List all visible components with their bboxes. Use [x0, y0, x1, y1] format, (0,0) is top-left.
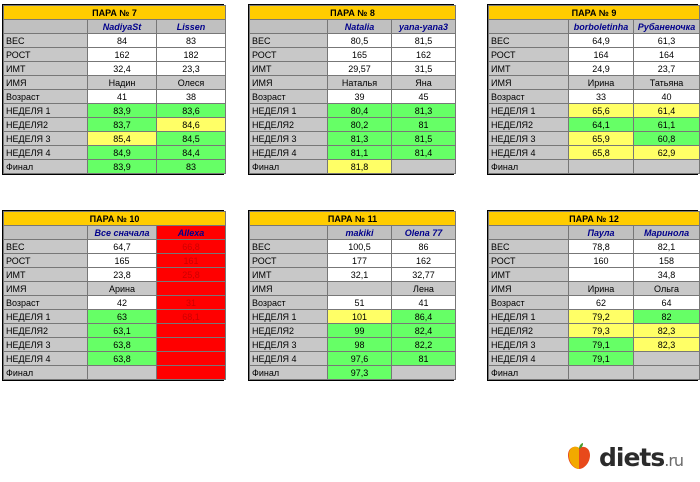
pair-card	[248, 210, 454, 381]
right-value: 62,9	[634, 146, 700, 160]
names-spacer	[4, 226, 88, 240]
right-value: 31	[157, 296, 226, 310]
right-participant-name: Рубаненочка	[634, 20, 700, 34]
left-value: 97,3	[328, 366, 392, 380]
table-row	[489, 282, 700, 296]
table-row	[250, 132, 456, 146]
row-label: НЕДЕЛЯ2	[489, 118, 569, 132]
left-participant-name: makiki	[328, 226, 392, 240]
left-value: 81,8	[328, 160, 392, 174]
table-row	[489, 34, 700, 48]
row-label: НЕДЕЛЯ 3	[250, 132, 328, 146]
pair-names-row	[4, 20, 226, 34]
right-value: 82,1	[634, 240, 700, 254]
pair-table	[488, 211, 700, 380]
right-value: 161	[157, 254, 226, 268]
pair-title-row	[250, 6, 456, 20]
right-value: Ольга	[634, 282, 700, 296]
left-value: 64,7	[88, 240, 157, 254]
right-participant-name: Маринола	[634, 226, 700, 240]
row-label: РОСТ	[489, 254, 569, 268]
row-label: ИМЯ	[489, 282, 569, 296]
row-label: Финал	[4, 366, 88, 380]
left-value: 79,3	[569, 324, 634, 338]
names-spacer	[489, 226, 569, 240]
left-value: 32,1	[328, 268, 392, 282]
left-value: 177	[328, 254, 392, 268]
row-label: ВЕС	[250, 34, 328, 48]
table-row	[489, 310, 700, 324]
table-row	[489, 104, 700, 118]
table-row	[4, 296, 226, 310]
right-value: 61,1	[634, 118, 700, 132]
right-value	[157, 324, 226, 338]
table-row	[4, 268, 226, 282]
pair-card	[2, 4, 224, 175]
row-label: НЕДЕЛЯ2	[250, 324, 328, 338]
right-value: 40	[634, 90, 700, 104]
row-label: ИМТ	[489, 268, 569, 282]
row-label: РОСТ	[4, 48, 88, 62]
left-value: 100,5	[328, 240, 392, 254]
table-row	[4, 310, 226, 324]
row-label: ВЕС	[489, 240, 569, 254]
row-label: НЕДЕЛЯ 3	[4, 132, 88, 146]
row-label: Возраст	[250, 90, 328, 104]
left-value: 65,8	[569, 146, 634, 160]
names-spacer	[250, 226, 328, 240]
row-label: НЕДЕЛЯ2	[4, 118, 88, 132]
row-label: НЕДЕЛЯ 4	[489, 352, 569, 366]
left-value: 42	[88, 296, 157, 310]
table-row	[489, 62, 700, 76]
row-label: НЕДЕЛЯ 1	[489, 104, 569, 118]
left-value: 83,9	[88, 160, 157, 174]
left-value: 79,1	[569, 352, 634, 366]
table-row	[4, 76, 226, 90]
row-label: НЕДЕЛЯ 4	[4, 352, 88, 366]
right-value: 182	[157, 48, 226, 62]
right-value: 82,2	[392, 338, 456, 352]
right-value: 81,5	[392, 34, 456, 48]
left-value: Ирина	[569, 282, 634, 296]
row-label: Финал	[250, 160, 328, 174]
right-value	[157, 352, 226, 366]
table-row	[489, 160, 700, 174]
pair-card	[248, 4, 454, 175]
table-row	[489, 132, 700, 146]
apple-icon	[565, 442, 593, 470]
table-row	[489, 366, 700, 380]
row-label: Возраст	[4, 90, 88, 104]
left-value: 164	[569, 48, 634, 62]
names-spacer	[489, 20, 569, 34]
table-row	[4, 48, 226, 62]
site-logo	[565, 440, 695, 474]
pair-card	[487, 210, 698, 381]
left-value: 29,57	[328, 62, 392, 76]
right-value: 164	[634, 48, 700, 62]
row-label: Финал	[4, 160, 88, 174]
left-value: 65,6	[569, 104, 634, 118]
right-value: Лена	[392, 282, 456, 296]
left-value: 81,3	[328, 132, 392, 146]
row-label: НЕДЕЛЯ 1	[250, 310, 328, 324]
left-value: 63,8	[88, 338, 157, 352]
row-label: ИМТ	[489, 62, 569, 76]
row-label: РОСТ	[489, 48, 569, 62]
row-label: ИМЯ	[489, 76, 569, 90]
table-row	[250, 324, 456, 338]
table-row	[4, 324, 226, 338]
left-value: 83,9	[88, 104, 157, 118]
right-value: 86,4	[392, 310, 456, 324]
row-label: ВЕС	[250, 240, 328, 254]
table-row	[250, 90, 456, 104]
left-value: 80,5	[328, 34, 392, 48]
row-label: Финал	[250, 366, 328, 380]
left-value: 162	[88, 48, 157, 62]
pair-names-row	[489, 226, 700, 240]
right-value: Татьяна	[634, 76, 700, 90]
row-label: Возраст	[4, 296, 88, 310]
left-value: 51	[328, 296, 392, 310]
pair-card	[487, 4, 698, 175]
table-row	[250, 310, 456, 324]
pair-table	[249, 211, 456, 380]
right-value: 23,7	[634, 62, 700, 76]
left-value: 63,8	[88, 352, 157, 366]
right-value: 81,5	[392, 132, 456, 146]
table-row	[4, 34, 226, 48]
table-row	[250, 160, 456, 174]
left-value: 80,2	[328, 118, 392, 132]
left-value: 64,1	[569, 118, 634, 132]
left-value	[569, 160, 634, 174]
table-row	[489, 324, 700, 338]
table-row	[489, 296, 700, 310]
row-label: НЕДЕЛЯ 1	[4, 104, 88, 118]
right-value: 84,4	[157, 146, 226, 160]
table-row	[489, 268, 700, 282]
right-value: 82,3	[634, 324, 700, 338]
right-value: Яна	[392, 76, 456, 90]
pair-names-row	[250, 20, 456, 34]
row-label: НЕДЕЛЯ 4	[489, 146, 569, 160]
row-label: ИМЯ	[250, 76, 328, 90]
row-label: Возраст	[250, 296, 328, 310]
left-value: 83,7	[88, 118, 157, 132]
left-value: Ирина	[569, 76, 634, 90]
pair-table	[249, 5, 456, 174]
right-value: 84,5	[157, 132, 226, 146]
table-row	[4, 366, 226, 380]
row-label: ИМТ	[4, 62, 88, 76]
table-row	[250, 118, 456, 132]
row-label: НЕДЕЛЯ 3	[250, 338, 328, 352]
left-value: 79,1	[569, 338, 634, 352]
row-label: ВЕС	[489, 34, 569, 48]
row-label: НЕДЕЛЯ2	[250, 118, 328, 132]
left-value: 24,9	[569, 62, 634, 76]
right-participant-name: Lissen	[157, 20, 226, 34]
row-label: НЕДЕЛЯ 4	[250, 352, 328, 366]
table-row	[4, 62, 226, 76]
left-value: Надин	[88, 76, 157, 90]
right-value: 38	[157, 90, 226, 104]
left-value: 160	[569, 254, 634, 268]
table-row	[4, 282, 226, 296]
left-value: 81,1	[328, 146, 392, 160]
left-participant-name: borboletinha	[569, 20, 634, 34]
left-value: 63,1	[88, 324, 157, 338]
left-value: 97,6	[328, 352, 392, 366]
left-participant-name: Natalia	[328, 20, 392, 34]
row-label: НЕДЕЛЯ 1	[250, 104, 328, 118]
row-label: РОСТ	[4, 254, 88, 268]
table-row	[489, 118, 700, 132]
pair-table	[488, 5, 700, 174]
right-value: 84,6	[157, 118, 226, 132]
right-value: 68,1	[157, 310, 226, 324]
right-value: 31,5	[392, 62, 456, 76]
pair-title-row	[250, 212, 456, 226]
right-value: 81	[392, 118, 456, 132]
left-value: 84	[88, 34, 157, 48]
row-label: НЕДЕЛЯ2	[489, 324, 569, 338]
pair-title-row	[489, 212, 700, 226]
pair-title: ПАРА № 10	[4, 212, 226, 226]
right-value	[157, 338, 226, 352]
pair-title: ПАРА № 8	[250, 6, 456, 20]
right-value	[157, 282, 226, 296]
row-label: ВЕС	[4, 240, 88, 254]
row-label: НЕДЕЛЯ2	[4, 324, 88, 338]
right-value: 41	[392, 296, 456, 310]
row-label: НЕДЕЛЯ 3	[489, 338, 569, 352]
left-value: 79,2	[569, 310, 634, 324]
right-value: 158	[634, 254, 700, 268]
left-value: 99	[328, 324, 392, 338]
pair-title: ПАРА № 7	[4, 6, 226, 20]
right-value	[157, 366, 226, 380]
row-label: Возраст	[489, 296, 569, 310]
right-value: 45	[392, 90, 456, 104]
right-value: 23,3	[157, 62, 226, 76]
right-value: 61,3	[634, 34, 700, 48]
table-row	[489, 90, 700, 104]
right-value	[392, 366, 456, 380]
right-value: 83	[157, 34, 226, 48]
right-value: 25,8	[157, 268, 226, 282]
right-value: 81,4	[392, 146, 456, 160]
table-row	[489, 146, 700, 160]
pair-table	[3, 211, 226, 380]
table-row	[250, 104, 456, 118]
row-label: Финал	[489, 366, 569, 380]
table-row	[4, 146, 226, 160]
table-row	[4, 160, 226, 174]
right-value	[634, 160, 700, 174]
pair-title: ПАРА № 9	[489, 6, 700, 20]
pair-names-row	[4, 226, 226, 240]
left-value: 41	[88, 90, 157, 104]
row-label: НЕДЕЛЯ 3	[4, 338, 88, 352]
pair-names-row	[250, 226, 456, 240]
table-row	[250, 366, 456, 380]
left-value: 85,4	[88, 132, 157, 146]
table-row	[489, 254, 700, 268]
table-row	[250, 146, 456, 160]
left-value: 64,9	[569, 34, 634, 48]
left-value: 63	[88, 310, 157, 324]
right-value: 81	[392, 352, 456, 366]
row-label: РОСТ	[250, 48, 328, 62]
table-row	[489, 338, 700, 352]
left-value: 78,8	[569, 240, 634, 254]
left-value: 165	[88, 254, 157, 268]
row-label: ВЕС	[4, 34, 88, 48]
right-value	[634, 352, 700, 366]
pair-title-row	[4, 212, 226, 226]
row-label: НЕДЕЛЯ 4	[250, 146, 328, 160]
logo-name: diets	[599, 443, 665, 472]
row-label: ИМТ	[4, 268, 88, 282]
table-row	[4, 90, 226, 104]
row-label: НЕДЕЛЯ 3	[489, 132, 569, 146]
pair-title: ПАРА № 11	[250, 212, 456, 226]
names-spacer	[250, 20, 328, 34]
left-participant-name: NadiyaSt	[88, 20, 157, 34]
right-value: 162	[392, 48, 456, 62]
right-value: Олеся	[157, 76, 226, 90]
right-value: 32,77	[392, 268, 456, 282]
row-label: Возраст	[489, 90, 569, 104]
left-value	[328, 282, 392, 296]
right-value: 61,4	[634, 104, 700, 118]
table-row	[4, 352, 226, 366]
pair-title-row	[489, 6, 700, 20]
table-row	[489, 240, 700, 254]
table-row	[250, 76, 456, 90]
table-row	[4, 240, 226, 254]
right-value: 86	[392, 240, 456, 254]
table-row	[250, 338, 456, 352]
table-row	[250, 296, 456, 310]
row-label: Финал	[489, 160, 569, 174]
left-participant-name: Все сначала	[88, 226, 157, 240]
right-value: 60,8	[634, 132, 700, 146]
left-value: 80,4	[328, 104, 392, 118]
left-value: Арина	[88, 282, 157, 296]
right-participant-name: Olena 77	[392, 226, 456, 240]
row-label: НЕДЕЛЯ 1	[4, 310, 88, 324]
row-label: НЕДЕЛЯ 4	[4, 146, 88, 160]
table-row	[489, 76, 700, 90]
table-row	[489, 352, 700, 366]
table-row	[4, 338, 226, 352]
left-value: 101	[328, 310, 392, 324]
pair-card	[2, 210, 224, 381]
right-value: 66,8	[157, 240, 226, 254]
row-label: ИМТ	[250, 62, 328, 76]
left-value: 84,9	[88, 146, 157, 160]
row-label: ИМТ	[250, 268, 328, 282]
logo-domain: .ru	[664, 451, 684, 470]
left-value: 32,4	[88, 62, 157, 76]
right-value: 64	[634, 296, 700, 310]
table-row	[4, 104, 226, 118]
right-value	[392, 160, 456, 174]
table-row	[250, 268, 456, 282]
left-value: 165	[328, 48, 392, 62]
pair-title: ПАРА № 12	[489, 212, 700, 226]
left-value	[569, 366, 634, 380]
right-value: 83	[157, 160, 226, 174]
left-participant-name: Паула	[569, 226, 634, 240]
table-row	[489, 48, 700, 62]
left-value: 39	[328, 90, 392, 104]
left-value: 23,8	[88, 268, 157, 282]
row-label: ИМЯ	[4, 76, 88, 90]
table-row	[4, 254, 226, 268]
table-row	[250, 254, 456, 268]
left-value	[569, 268, 634, 282]
right-value: 34,8	[634, 268, 700, 282]
right-value: 82,4	[392, 324, 456, 338]
left-value: 33	[569, 90, 634, 104]
table-row	[250, 48, 456, 62]
row-label: РОСТ	[250, 254, 328, 268]
table-row	[250, 240, 456, 254]
left-value: 98	[328, 338, 392, 352]
row-label: НЕДЕЛЯ 1	[489, 310, 569, 324]
pair-table	[3, 5, 226, 174]
right-value	[634, 366, 700, 380]
names-spacer	[4, 20, 88, 34]
pair-names-row	[489, 20, 700, 34]
left-value	[88, 366, 157, 380]
right-value: 82,3	[634, 338, 700, 352]
table-row	[250, 34, 456, 48]
table-row	[4, 132, 226, 146]
right-value: 83,6	[157, 104, 226, 118]
left-value: Наталья	[328, 76, 392, 90]
right-participant-name: Allexa	[157, 226, 226, 240]
row-label: ИМЯ	[250, 282, 328, 296]
table-row	[250, 282, 456, 296]
right-value: 82	[634, 310, 700, 324]
right-value: 162	[392, 254, 456, 268]
left-value: 65,9	[569, 132, 634, 146]
logo-text	[599, 443, 683, 472]
pair-title-row	[4, 6, 226, 20]
right-value: 81,3	[392, 104, 456, 118]
table-row	[250, 352, 456, 366]
table-row	[250, 62, 456, 76]
table-row	[4, 118, 226, 132]
right-participant-name: yana-yana3	[392, 20, 456, 34]
row-label: ИМЯ	[4, 282, 88, 296]
left-value: 62	[569, 296, 634, 310]
